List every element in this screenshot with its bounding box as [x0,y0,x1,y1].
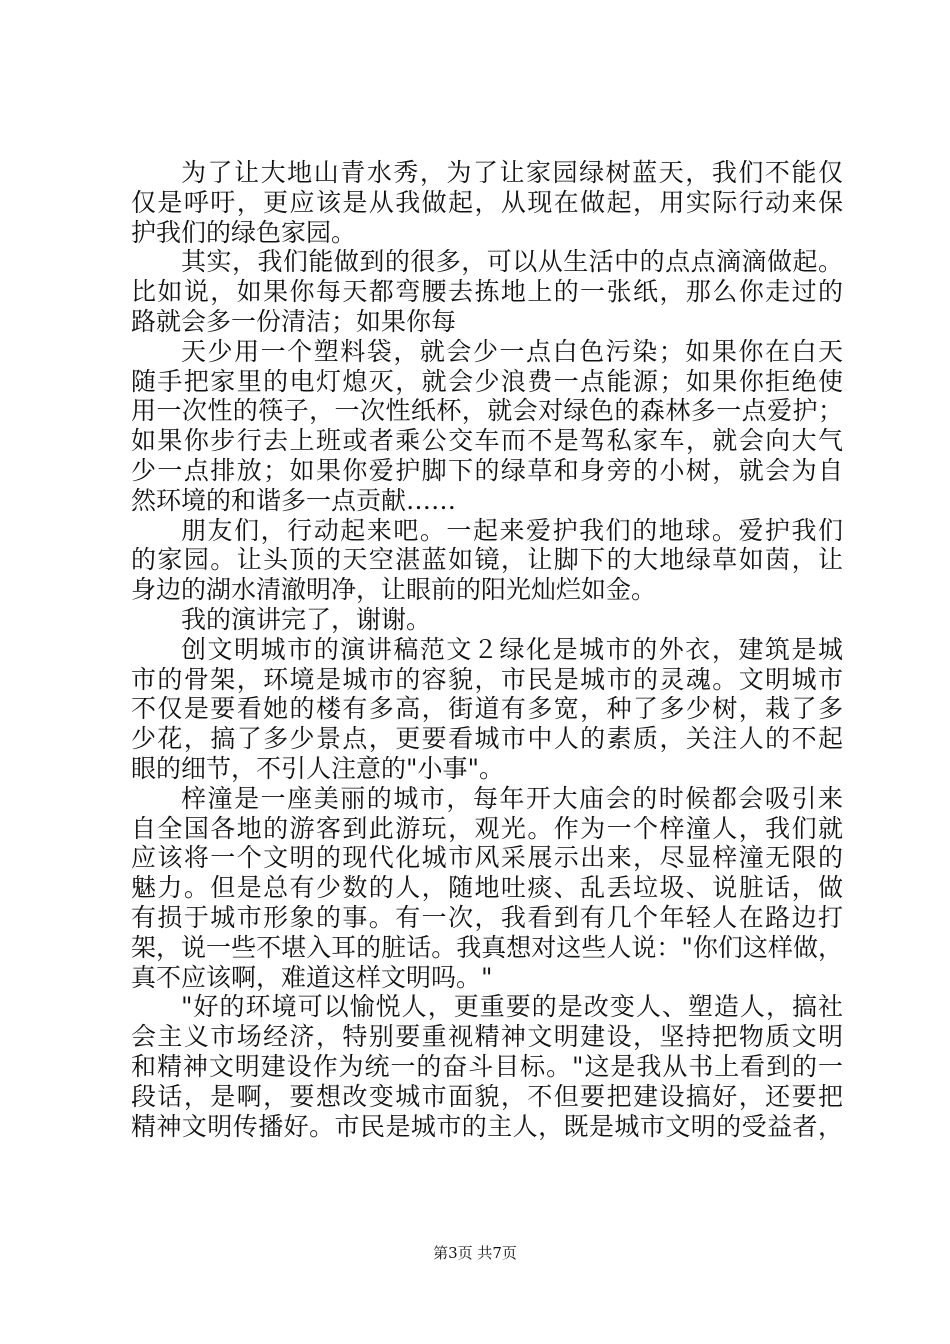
text-line: 其实，我们能做到的很多，可以从生活中的点点滴滴做起。 [181,247,843,277]
text-line: 眼的细节，不引人注意的"小事"。 [131,753,504,783]
text-line: 的家园。让头顶的天空湛蓝如镜，让脚下的大地绿草如茵，让 [131,545,843,575]
text-line: 魅力。但是总有少数的人，随地吐痰、乱丢垃圾、说脏话，做 [131,873,843,903]
text-line: 如果你步行去上班或者乘公交车而不是驾私家车，就会向大气 [131,426,843,456]
text-line: 和精神文明建设作为统一的奋斗目标。"这是我从书上看到的一 [131,1051,843,1081]
text-line: 少花，搞了多少景点，更要看城市中人的素质，关注人的不起 [131,724,843,754]
text-line: 路就会多一份清洁；如果你每 [131,306,457,336]
text-line: 会主义市场经济，特别要重视精神文明建设，坚持把物质文明 [131,1022,843,1052]
text-line: 真不应该啊，难道这样文明吗。" [131,962,493,992]
text-line: 应该将一个文明的现代化城市风采展示出来，尽显梓潼无限的 [131,843,843,873]
text-line: 然环境的和谐多一点贡献…… [131,485,457,515]
text-line: 少一点排放；如果你爱护脚下的绿草和身旁的小树，就会为自 [131,455,843,485]
text-line: 梓潼是一座美丽的城市，每年开大庙会的时候都会吸引来 [181,783,843,813]
text-line: 我的演讲完了，谢谢。 [181,604,432,634]
text-line: 比如说，如果你每天都弯腰去拣地上的一张纸，那么你走过的 [131,277,843,307]
text-line: 创文明城市的演讲稿范文２绿化是城市的外衣，建筑是城 [181,634,843,664]
text-line: 市的骨架，环境是城市的容貌，市民是城市的灵魂。文明城市 [131,664,843,694]
text-line: 架，说一些不堪入耳的脏话。我真想对这些人说："你们这样做， [131,932,843,962]
text-line: 身边的湖水清澈明净，让眼前的阳光灿烂如金。 [131,575,657,605]
text-line: 用一次性的筷子，一次性纸杯，就会对绿色的森林多一点爱护； [131,396,843,426]
text-line: 朋友们，行动起来吧。一起来爱护我们的地球。爱护我们 [181,515,843,545]
page-number: 第3页 共7页 [433,1244,517,1262]
document-body [131,158,843,1141]
text-line: 天少用一个塑料袋，就会少一点白色污染；如果你在白天 [181,336,843,366]
text-line: 不仅是要看她的楼有多高，街道有多宽，种了多少树，栽了多 [131,694,843,724]
text-line: 精神文明传播好。市民是城市的主人，既是城市文明的受益者， [131,1111,843,1141]
page-footer [0,1243,950,1263]
text-line: 护我们的绿色家园。 [131,217,357,247]
text-line: 有损于城市形象的事。有一次，我看到有几个年轻人在路边打 [131,902,843,932]
text-line: 自全国各地的游客到此游玩，观光。作为一个梓潼人，我们就 [131,813,843,843]
text-line: 段话，是啊，要想改变城市面貌，不但要把建设搞好，还要把 [131,1081,843,1111]
text-line: 为了让大地山青水秀，为了让家园绿树蓝天，我们不能仅 [181,158,843,187]
text-line: 随手把家里的电灯熄灭，就会少浪费一点能源；如果你拒绝使 [131,366,843,396]
text-line: 仅是呼吁，更应该是从我做起，从现在做起，用实际行动来保 [131,187,843,217]
text-line: "好的环境可以愉悦人，更重要的是改变人、塑造人，搞社 [181,992,843,1022]
